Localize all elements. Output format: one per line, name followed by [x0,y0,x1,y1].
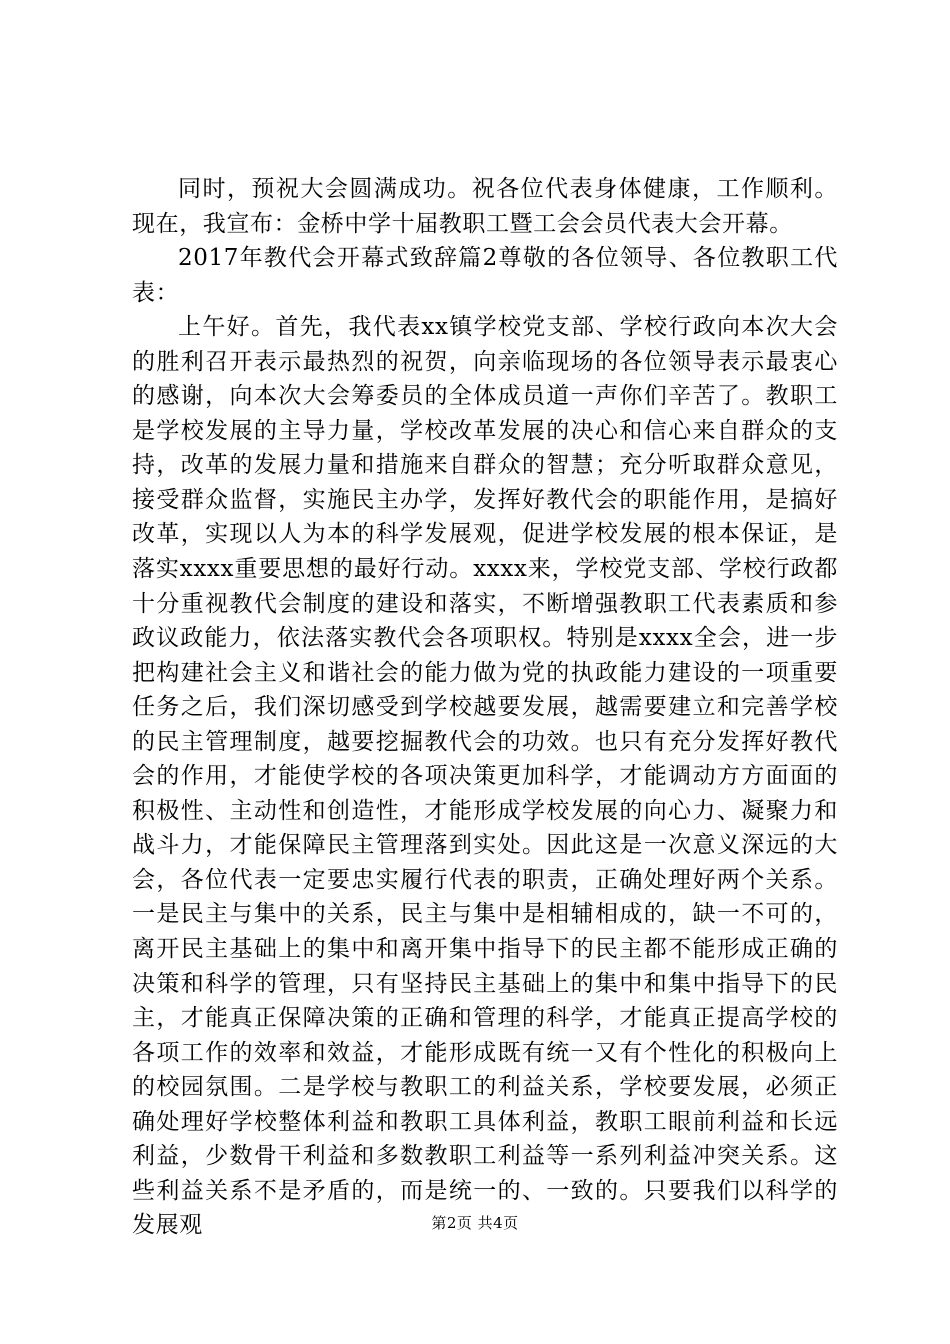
document-body [132,172,838,1243]
page-number-footer: 第2页 共4页 [431,1214,519,1232]
paragraph-speech-body: 上午好。首先，我代表xx镇学校党支部、学校行政向本次大会的胜利召开表示最热烈的祝贺，向亲临现场的各位领导表示最衷心的感谢，向本次大会筹委员的全体成员道一声你们辛苦了。教职工是学校发展的主导力量，学校改革发展的决心和信心来自群众的支持，改革的发展力量和措施来自群众的智慧；充分听取群众意见，接受群众监督，实施民主办学，发挥好教代会的职能作用，是搞好改革，实现以人为本的科学发展观，促进学校发展的根本保证，是落实xxxx重要思想的最好行动。xxxx来，学校党支部、学校行政都十分重视教代会制度的建设和落实，不断增强教职工代表素质和参政议政能力，依法落实教代会各项职权。特别是xxxx全会，进一步把构建社会主义和谐社会的能力做为党的执政能力建设的一项重要任务之后，我们深切感受到学校越要发展，越需要建立和完善学校的民主管理制度，越要挖掘教代会的功效。也只有充分发挥好教代会的作用，才能使学校的各项决策更加科学，才能调动方方面面的积极性、主动性和创造性，才能形成学校发展的向心力、凝聚力和战斗力，才能保障民主管理落到实处。因此这是一次意义深远的大会，各位代表一定要忠实履行代表的职责，正确处理好两个关系。一是民主与集中的关系，民主与集中是相辅相成的，缺一不可的，离开民主基础上的集中和离开集中指导下的民主都不能形成正确的决策和科学的管理，只有坚持民主基础上的集中和集中指导下的民主，才能真正保障决策的正确和管理的科学，才能真正提高学校的各项工作的效率和效益，才能形成既有统一又有个性化的积极向上的校园氛围。二是学校与教职工的利益关系，学校要发展，必须正确处理好学校整体利益和教职工具体利益，教职工眼前利益和长远利益，少数骨干利益和多数教职工利益等一系列利益冲突关系。这些利益关系不是矛盾的，而是统一的、一致的。只要我们以科学的发展观 [132,314,838,1239]
paragraph-speech-heading: 2017年教代会开幕式致辞篇2尊敬的各位领导、各位教职工代表： [132,245,838,306]
paragraph-closing-remarks: 同时，预祝大会圆满成功。祝各位代表身体健康，工作顺利。现在，我宣布：金桥中学十届教职工暨工会会员代表大会开幕。 [132,176,838,237]
